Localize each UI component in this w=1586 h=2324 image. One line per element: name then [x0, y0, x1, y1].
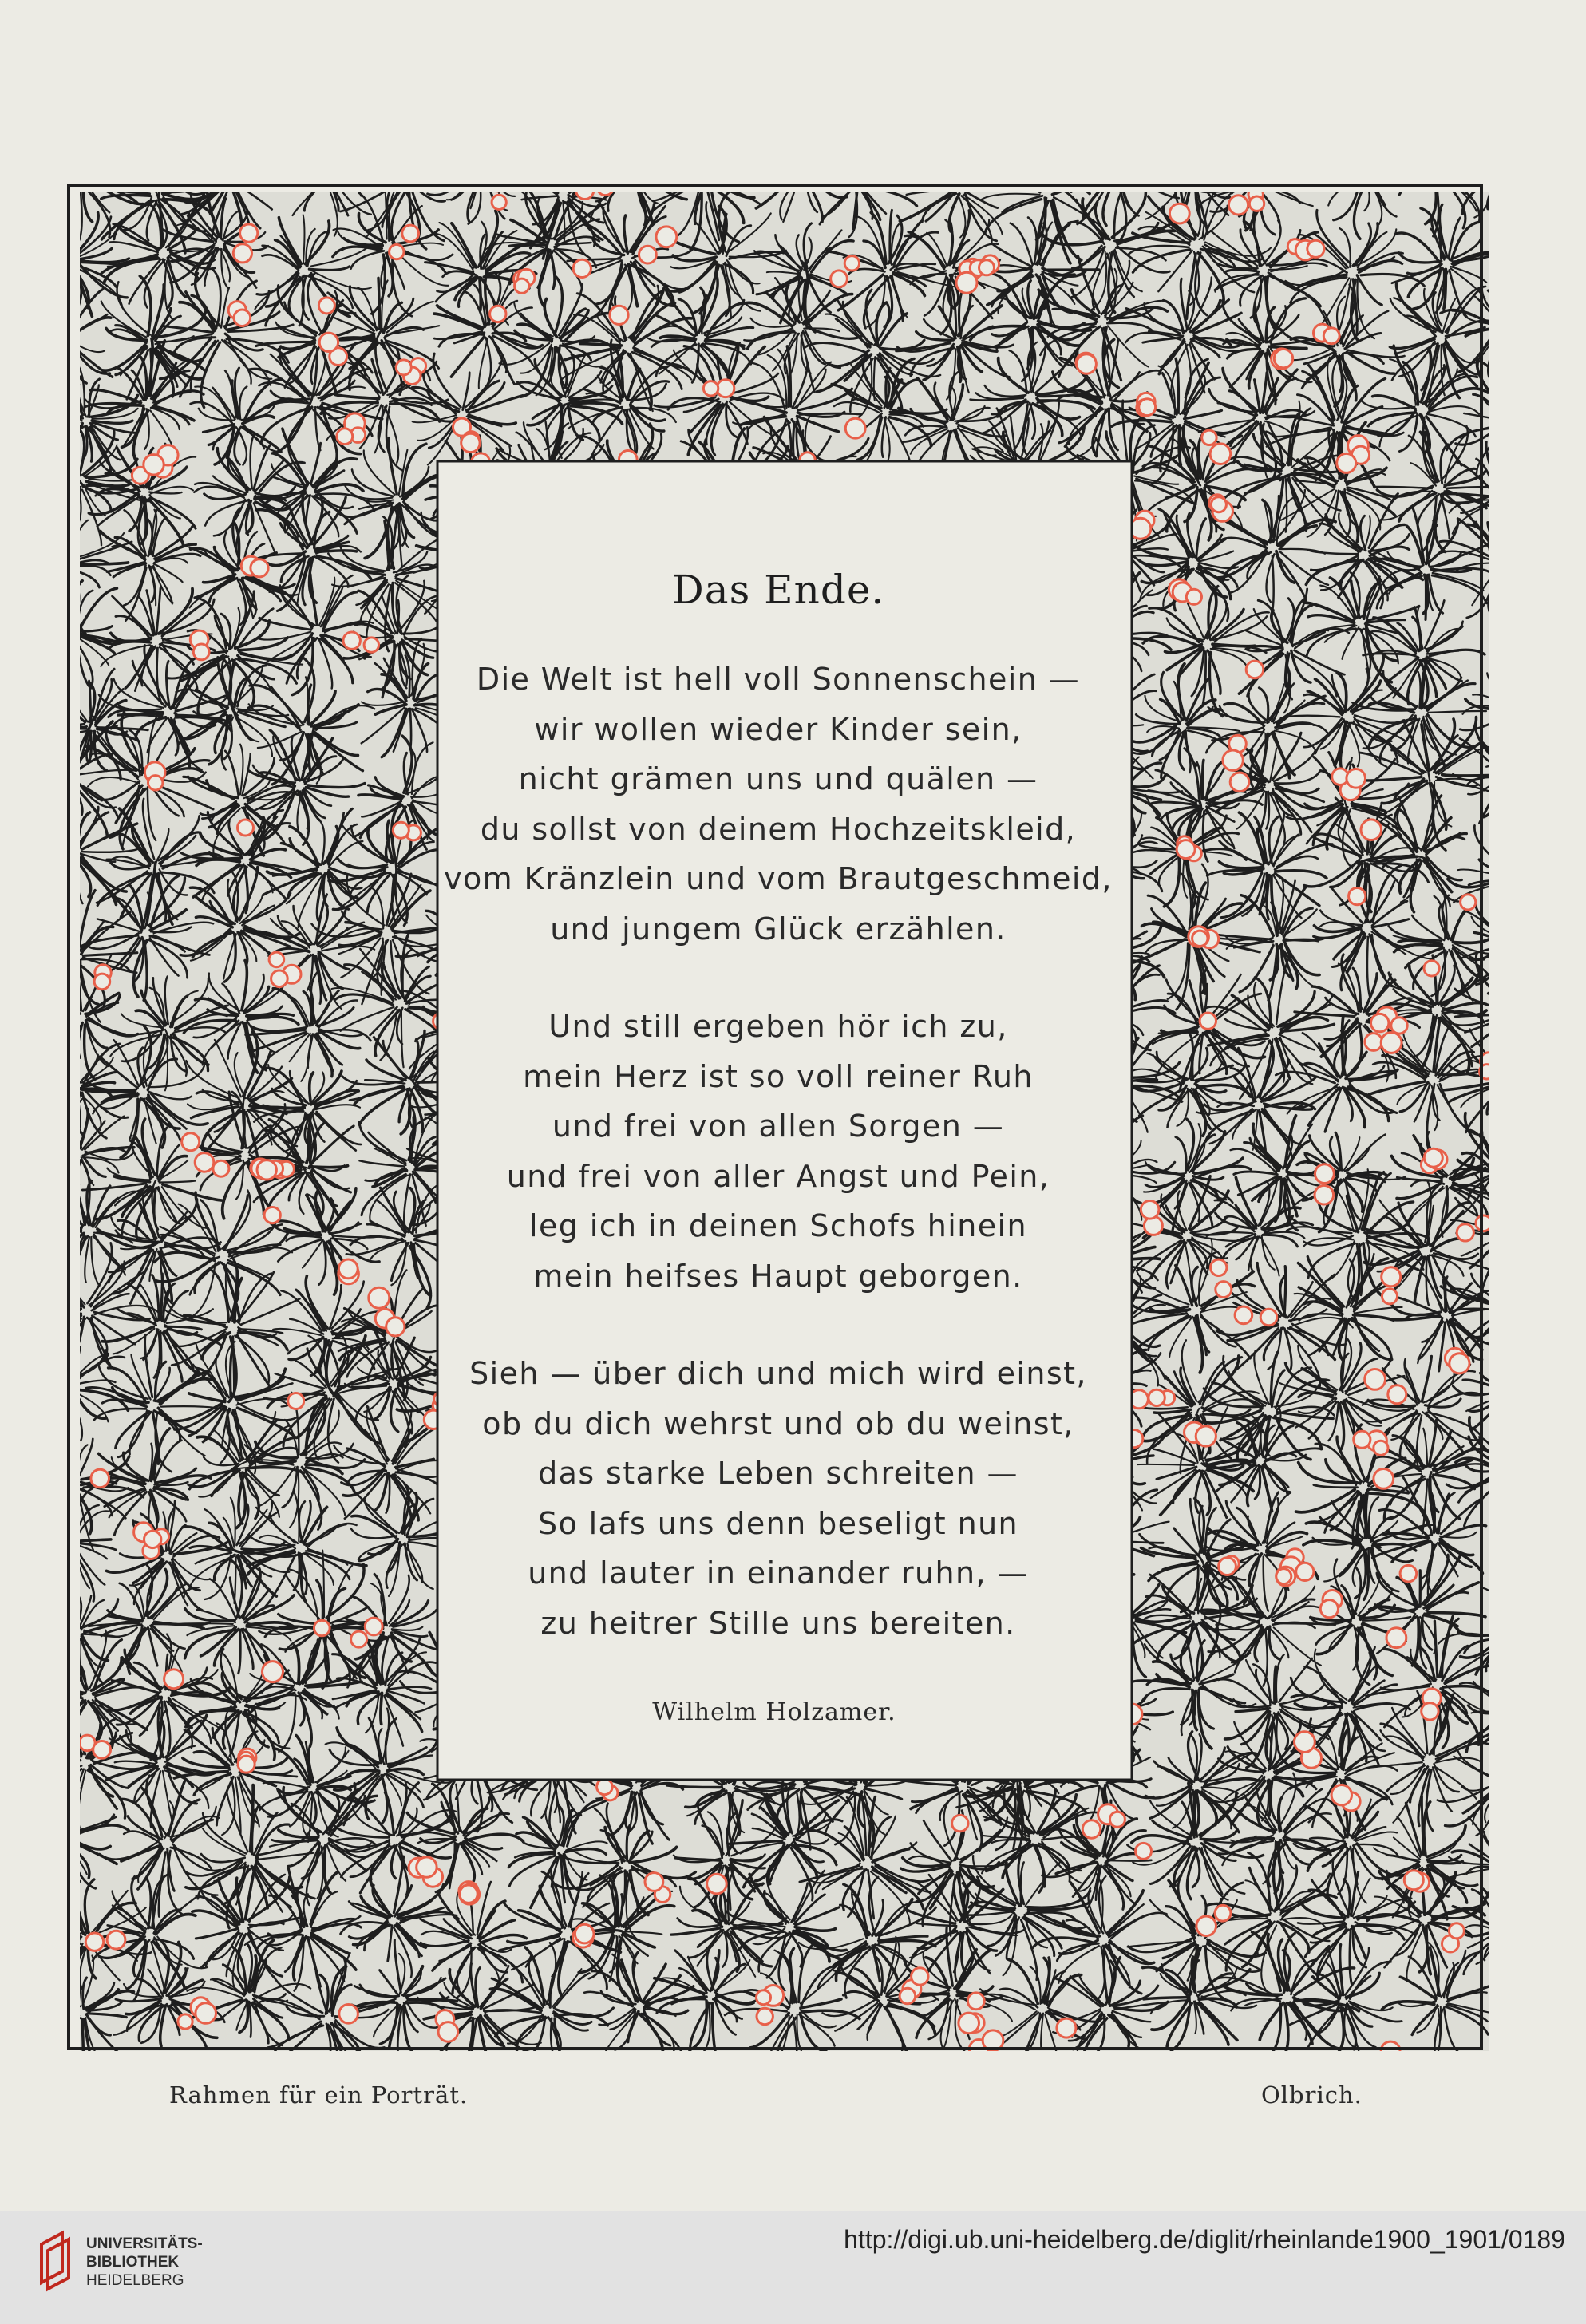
poem-line: nicht grämen uns und quälen — — [518, 761, 1038, 796]
university-library-logo-icon — [38, 2227, 78, 2292]
poem-stanzas — [431, 654, 1125, 1648]
poem-line: und lauter in einander ruhn, — — [528, 1555, 1029, 1591]
source-url[interactable]: http://digi.ub.uni-heidelberg.de/diglit/rheinlande1900_1901/0189 — [844, 2225, 1565, 2254]
caption-artist: Olbrich. — [1261, 2081, 1363, 2109]
poem-line: Die Welt ist hell voll Sonnenschein — — [476, 662, 1081, 697]
stanza — [431, 1349, 1125, 1648]
poem-line: vom Kränzlein und vom Brautgeschmeid, — [444, 861, 1113, 896]
poem-title: Das Ende. — [671, 567, 885, 613]
stanza — [431, 654, 1125, 954]
poem-line: Und still ergeben hör ich zu, — [548, 1009, 1008, 1044]
poem-line: du sollst von deinem Hochzeitskleid, — [480, 811, 1077, 847]
poem-line: das starke Leben schreiten — — [538, 1456, 1018, 1491]
poem-line: So lafs uns denn beseligt nun — [537, 1505, 1019, 1541]
poem-line: mein heifses Haupt geborgen. — [533, 1258, 1023, 1294]
library-name-line1: UNIVERSITÄTS- — [86, 2235, 203, 2252]
poem-line: und frei von aller Angst und Pein, — [506, 1158, 1050, 1194]
poem-author: Wilhelm Holzamer. — [652, 1698, 896, 1726]
poem — [431, 551, 1125, 1696]
poem-line: leg ich in deinen Schofs hinein — [529, 1208, 1027, 1243]
library-name-line2: BIBLIOTHEK — [86, 2254, 180, 2271]
poem-line: mein Herz ist so voll reiner Ruh — [523, 1058, 1034, 1094]
poem-line: zu heitrer Stille uns bereiten. — [540, 1605, 1016, 1641]
poem-line: wir wollen wieder Kinder sein, — [534, 711, 1022, 747]
library-name-line3: HEIDELBERG — [86, 2272, 184, 2289]
library-name — [86, 2235, 203, 2290]
poem-line: und frei von allen Sorgen — — [552, 1109, 1005, 1144]
poem-line: und jungem Glück erzählen. — [550, 911, 1007, 947]
caption-title: Rahmen für ein Porträt. — [169, 2081, 469, 2109]
poem-line: Sieh — über dich und mich wird einst, — [469, 1356, 1087, 1391]
stanza — [431, 1002, 1125, 1301]
poem-line: ob du dich wehrst und ob du weinst, — [482, 1405, 1074, 1441]
